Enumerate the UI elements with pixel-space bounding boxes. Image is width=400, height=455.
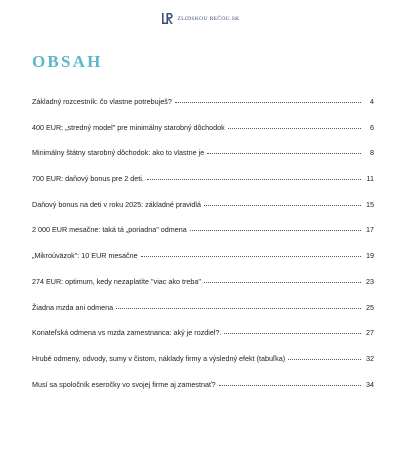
dot-leader — [224, 332, 361, 334]
dot-leader — [116, 307, 361, 309]
dot-leader — [141, 255, 361, 257]
toc-entry[interactable] — [32, 201, 374, 227]
toc-entry[interactable] — [32, 124, 374, 150]
toc-entry-page-number: 8 — [370, 148, 374, 158]
toc-entry-page-number: 6 — [370, 122, 374, 132]
toc-entry[interactable] — [32, 149, 374, 175]
toc-entry[interactable] — [32, 175, 374, 201]
dot-leader — [219, 384, 361, 386]
toc-entry[interactable] — [32, 226, 374, 252]
toc-entry-label: Musí sa spoločník eseročky vo svojej firme aj zamestnať? — [32, 379, 216, 389]
toc-entry-label: 274 EUR: optimum, kedy nezaplatíte "viac ako treba" — [32, 276, 201, 286]
toc-entry[interactable] — [32, 252, 374, 278]
toc-entry-page-number: 17 — [366, 225, 374, 235]
page-title: OBSAH — [32, 52, 103, 71]
dot-leader — [204, 281, 361, 283]
toc-entry-label: Základný rozcestník: čo vlastne potrebuješ? — [32, 97, 172, 106]
toc-entry-page-number: 32 — [366, 353, 374, 363]
dot-leader — [204, 204, 361, 206]
toc-entry-label: Hrubé odmeny, odvody, sumy v čistom, náklady firmy a výsledný efekt (tabuľka) — [32, 353, 286, 363]
brand-name: ZLIDSKOU REČOU.SK — [177, 15, 240, 22]
toc-entry-page-number: 27 — [366, 328, 374, 338]
toc-entry[interactable] — [32, 304, 374, 330]
dot-leader — [228, 127, 361, 129]
toc-entry-label: „Mikroúväzok": 10 EUR mesačne — [32, 251, 138, 261]
lr-monogram-icon — [161, 12, 174, 25]
toc-entry[interactable] — [32, 98, 374, 124]
dot-leader — [175, 101, 361, 103]
toc-entry-page-number: 11 — [366, 174, 374, 184]
toc-entry[interactable] — [32, 329, 374, 355]
dot-leader — [207, 152, 361, 154]
toc-entry[interactable] — [32, 278, 374, 304]
toc-entry-page-number: 23 — [366, 276, 374, 286]
toc-entry-page-number: 25 — [366, 302, 374, 312]
table-of-contents — [32, 98, 374, 406]
dot-leader — [288, 358, 361, 360]
toc-entry-label: Konateľská odmena vs mzda zamestnanca: aký je rozdiel?. — [32, 328, 222, 338]
toc-entry-page-number: 4 — [370, 97, 374, 106]
toc-entry-page-number: 19 — [366, 251, 374, 261]
toc-entry-label: 400 EUR: „stredný model" pre minimálny starobný dôchodok — [32, 122, 225, 132]
toc-entry-page-number: 15 — [366, 199, 374, 209]
toc-entry-label: 700 EUR: daňový bonus pre 2 deti. — [32, 174, 144, 184]
dot-leader — [190, 229, 361, 231]
toc-entry-page-number: 34 — [366, 379, 374, 389]
dot-leader — [147, 178, 361, 180]
toc-entry[interactable] — [32, 381, 374, 407]
toc-entry-label: 2 000 EUR mesačne: taká tá „poriadna" odmena — [32, 225, 187, 235]
toc-entry-label: Žiadna mzda ani odmena — [32, 302, 114, 312]
toc-entry-label: Daňový bonus na deti v roku 2025: základné pravidlá — [32, 199, 202, 209]
toc-entry-label: Minimálny štátny starobný dôchodok: ako to vlastne je — [32, 148, 205, 158]
toc-entry[interactable] — [32, 355, 374, 381]
brand-header — [0, 12, 400, 25]
